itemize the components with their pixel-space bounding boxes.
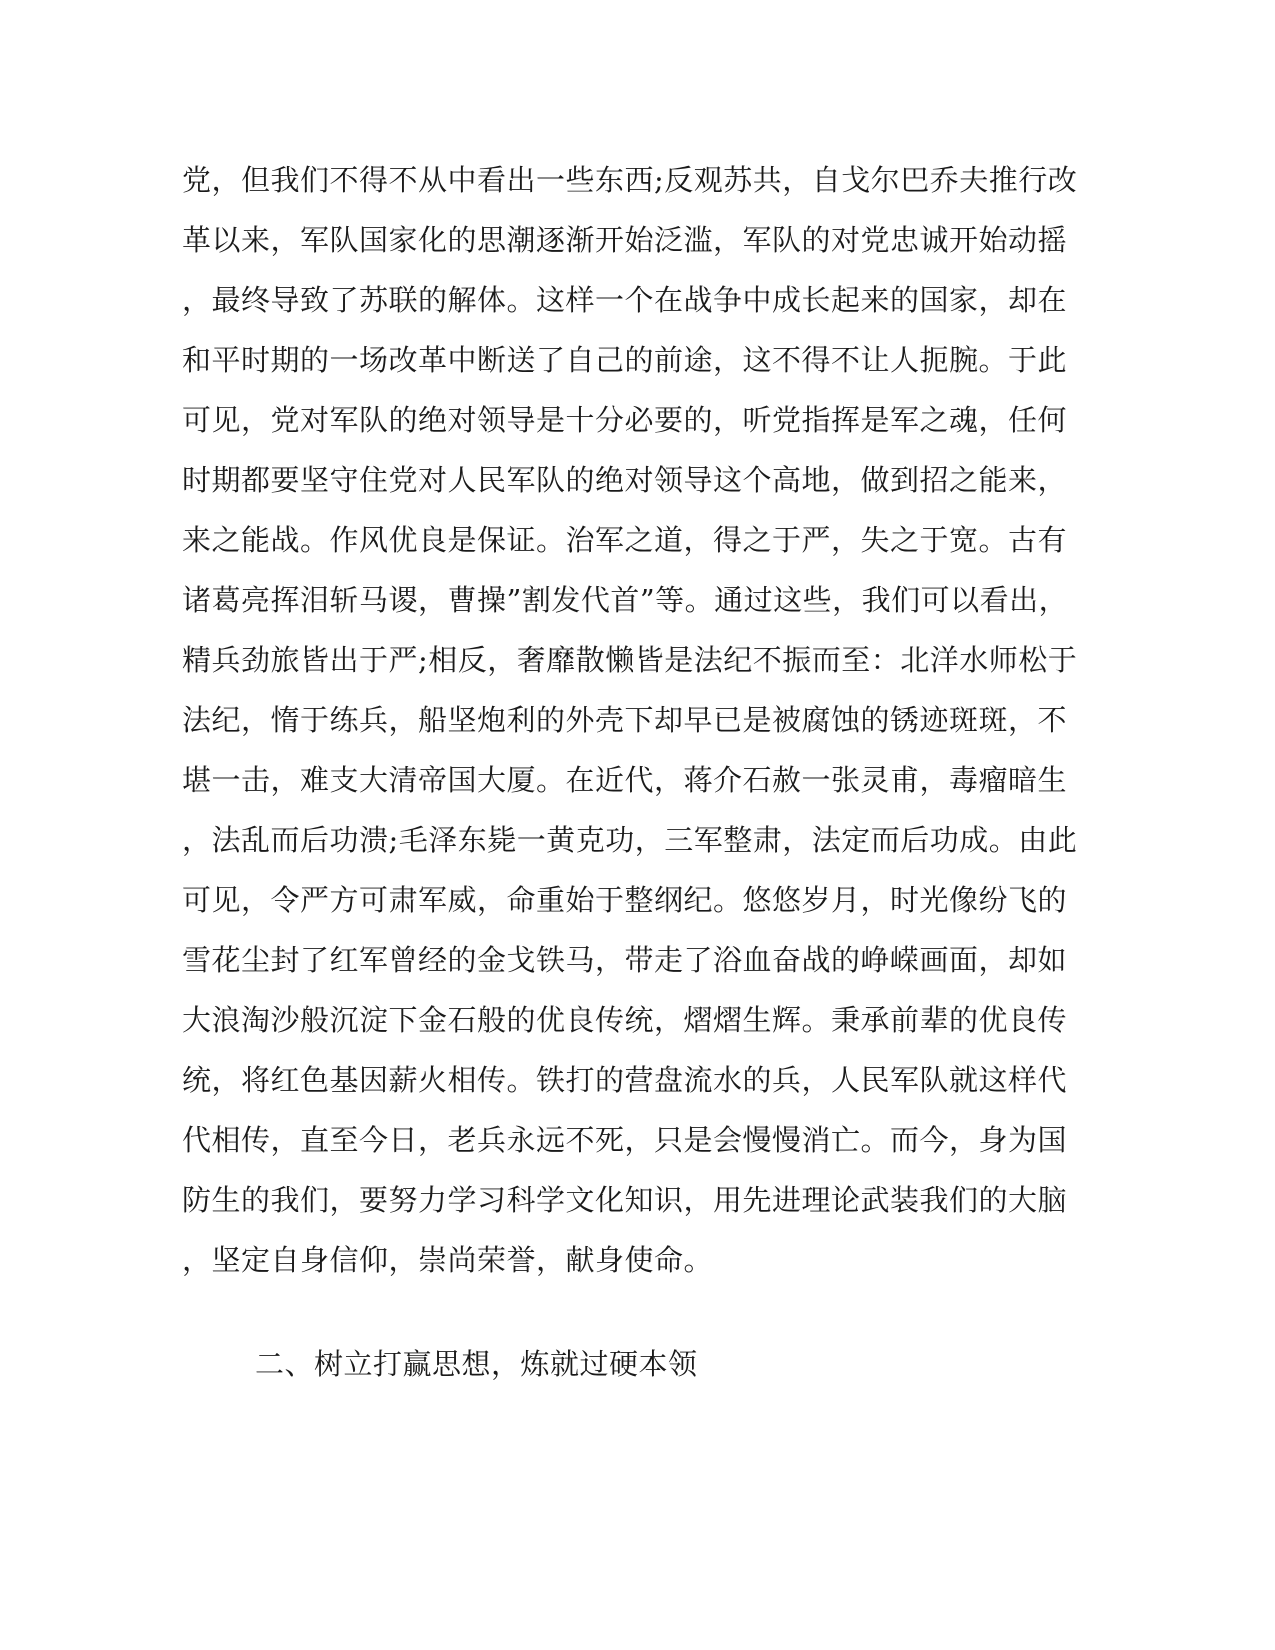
- text-line: 法纪，惰于练兵，船坚炮利的外壳下却早已是被腐蚀的锈迹斑斑，不: [182, 703, 1068, 737]
- text-line: 统，将红色基因薪火相传。铁打的营盘流水的兵，人民军队就这样代: [182, 1063, 1068, 1097]
- text-line: 堪一击，难支大清帝国大厦。在近代，蒋介石赦一张灵甫，毒瘤暗生: [182, 763, 1068, 797]
- body-paragraph: [182, 150, 1078, 1290]
- text-line: 雪花尘封了红军曾经的金戈铁马，带走了浴血奋战的峥嵘画面，却如: [182, 943, 1068, 977]
- text-line: 可见，令严方可肃军威，命重始于整纲纪。悠悠岁月，时光像纷飞的: [182, 883, 1068, 917]
- text-line: ，法乱而后功溃;毛泽东毙一黄克功，三军整肃，法定而后功成。由此: [182, 823, 1078, 857]
- text-line: 可见，党对军队的绝对领导是十分必要的，听党指挥是军之魂，任何: [182, 403, 1068, 437]
- text-line: 时期都要坚守住党对人民军队的绝对领导这个高地，做到招之能来，: [182, 463, 1068, 497]
- text-line: 革以来，军队国家化的思潮逐渐开始泛滥，军队的对党忠诚开始动摇: [182, 223, 1068, 257]
- text-line: ，最终导致了苏联的解体。这样一个在战争中成长起来的国家，却在: [182, 283, 1068, 317]
- section-heading: 二、树立打赢思想，炼就过硬本领: [255, 1347, 698, 1381]
- text-line: 来之能战。作风优良是保证。治军之道，得之于严，失之于宽。古有: [182, 523, 1068, 557]
- text-line: ，坚定自身信仰，崇尚荣誉，献身使命。: [182, 1243, 714, 1277]
- text-line: 防生的我们，要努力学习科学文化知识，用先进理论武装我们的大脑: [182, 1183, 1068, 1217]
- text-line: 大浪淘沙般沉淀下金石般的优良传统，熠熠生辉。秉承前辈的优良传: [182, 1003, 1068, 1037]
- text-line: 党，但我们不得不从中看出一些东西;反观苏共，自戈尔巴乔夫推行改: [182, 163, 1078, 197]
- text-line: 代相传，直至今日，老兵永远不死，只是会慢慢消亡。而今，身为国: [182, 1123, 1068, 1157]
- text-line: 和平时期的一场改革中断送了自己的前途，这不得不让人扼腕。于此: [182, 343, 1068, 377]
- text-line: 诸葛亮挥泪斩马谡，曹操”割发代首”等。通过这些，我们可以看出，: [182, 583, 1069, 617]
- text-line: 精兵劲旅皆出于严;相反，奢靡散懒皆是法纪不振而至：北洋水师松于: [182, 643, 1078, 677]
